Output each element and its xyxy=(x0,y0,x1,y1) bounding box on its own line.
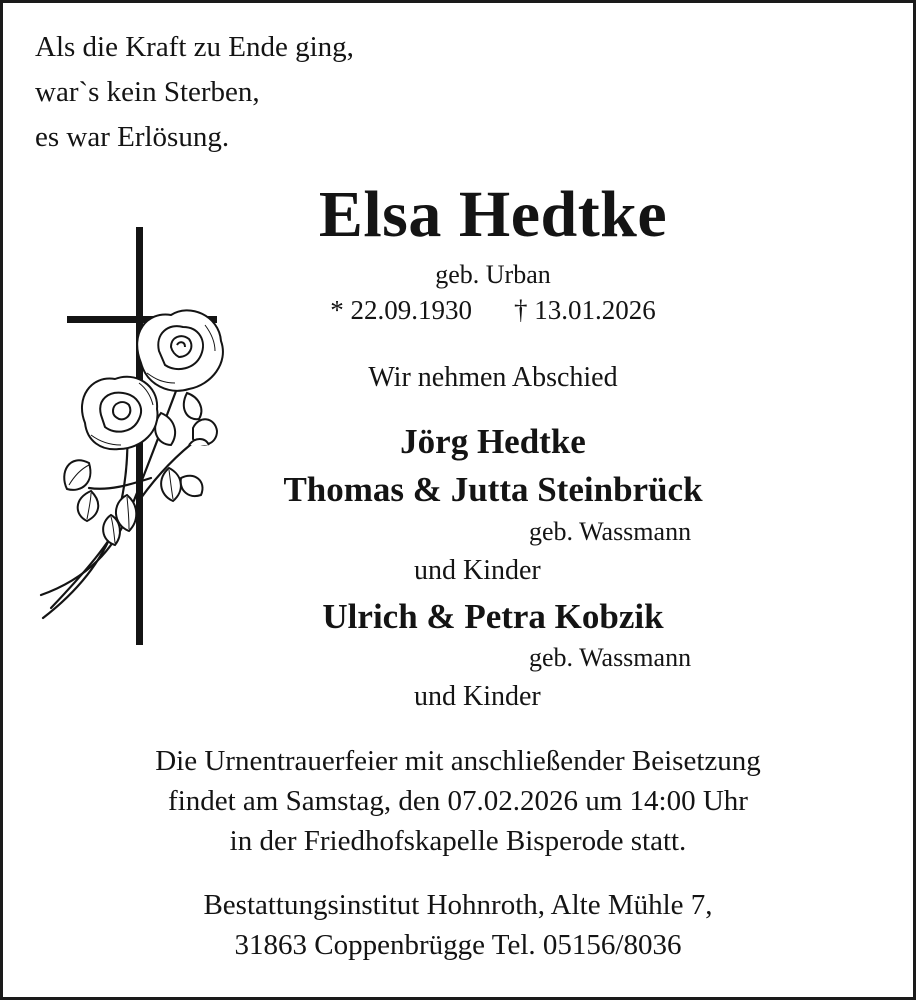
undertaker-line-2: 31863 Coppenbrügge Tel. 05156/8036 xyxy=(234,929,682,961)
motto-line-1: Als die Kraft zu Ende ging, xyxy=(35,31,354,63)
cross-with-roses-icon xyxy=(29,223,229,653)
ceremony-line-1: Die Urnentrauerfeier mit anschließender Beisetzung xyxy=(155,745,761,777)
mourner-1: Jörg Hedtke xyxy=(400,422,586,461)
mourner-2-birth-name: geb. Wassmann xyxy=(529,517,692,546)
motto-line-3: es war Erlösung. xyxy=(35,121,230,153)
mourner-3-children: und Kinder xyxy=(414,681,541,712)
life-dates xyxy=(223,291,763,329)
mourner-2-children: und Kinder xyxy=(414,555,541,586)
ceremony-line-3: in der Friedhofskapelle Bisperode statt. xyxy=(229,825,687,857)
birth-name: geb. Urban xyxy=(435,260,551,289)
birth-date: * 22.09.1930 xyxy=(330,295,472,325)
mourner-3: Ulrich & Petra Kobzik xyxy=(322,597,664,636)
ceremony-info xyxy=(3,741,913,861)
undertaker-info xyxy=(3,885,913,965)
death-date: † 13.01.2026 xyxy=(514,295,656,325)
mourner-2: Thomas & Jutta Steinbrück xyxy=(283,470,703,509)
farewell-line: Wir nehmen Abschied xyxy=(368,362,618,393)
motto-line-2: war`s kein Sterben, xyxy=(35,76,260,108)
mourner-3-birth-name: geb. Wassmann xyxy=(529,643,692,672)
undertaker-line-1: Bestattungsinstitut Hohnroth, Alte Mühle 7, xyxy=(203,889,713,921)
ceremony-line-2: findet am Samstag, den 07.02.2026 um 14:00 Uhr xyxy=(168,785,748,817)
motto xyxy=(35,25,354,160)
deceased-name: Elsa Hedtke xyxy=(318,178,668,251)
